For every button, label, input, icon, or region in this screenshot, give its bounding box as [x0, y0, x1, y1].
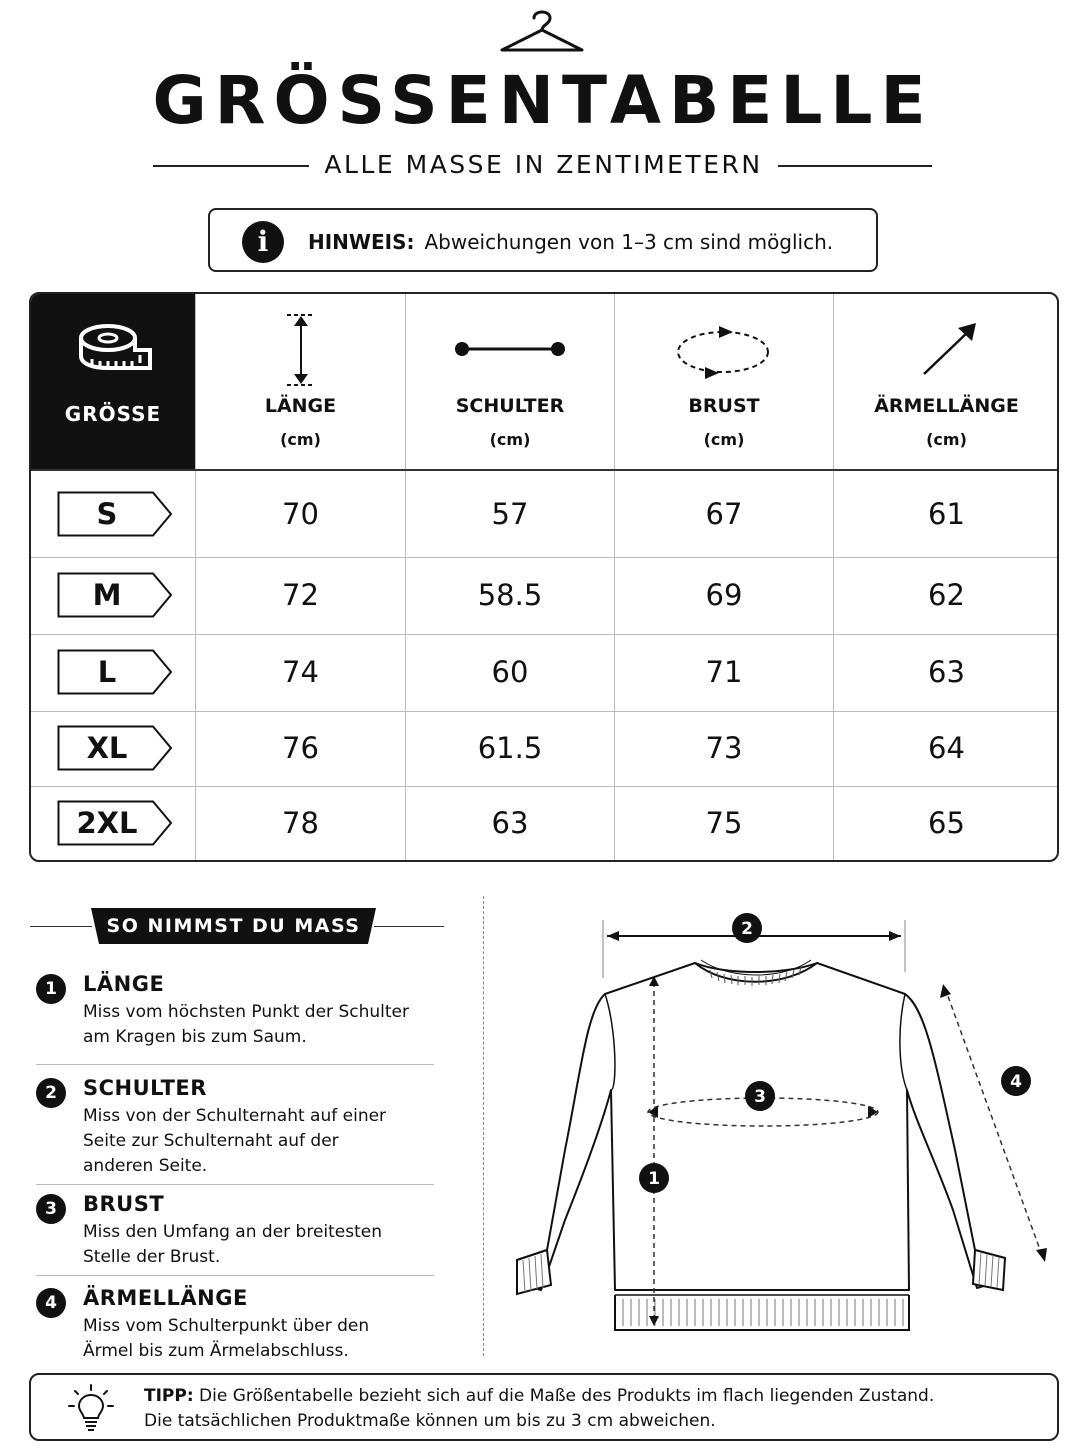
- size-label: M: [92, 578, 122, 612]
- step-divider: [36, 1275, 434, 1276]
- size-column-header: GRÖSSE: [64, 402, 162, 426]
- column-name: ÄRMELLÄNGE: [874, 395, 1019, 417]
- note-text: [308, 227, 833, 257]
- column-header-chest: [615, 294, 833, 469]
- shoulder-line-icon: [452, 338, 568, 360]
- note-message: Abweichungen von 1–3 cm sind möglich.: [424, 230, 834, 254]
- table-cell: 67: [705, 497, 743, 531]
- size-tag-m: [57, 572, 173, 618]
- page-title: GRÖSSENTABELLE: [152, 62, 934, 139]
- table-cell: 60: [491, 655, 529, 689]
- divider: [153, 165, 309, 167]
- lightbulb-icon: [67, 1383, 115, 1433]
- sweatshirt-diagram: [495, 890, 1075, 1360]
- step-title: ÄRMELLÄNGE: [83, 1286, 248, 1310]
- table-cell: 61.5: [477, 731, 543, 765]
- marker-3: 3: [754, 1087, 766, 1107]
- page-subtitle: ALLE MASSE IN ZENTIMETERN: [324, 150, 763, 179]
- size-label: L: [97, 655, 117, 689]
- marker-4: 4: [1010, 1072, 1022, 1092]
- chest-circle-icon: [673, 324, 773, 382]
- step-line: anderen Seite.: [83, 1156, 208, 1176]
- size-tag-s: [57, 491, 173, 537]
- howto-title: SO NIMMST DU MASS: [106, 915, 361, 937]
- step-divider: [36, 1064, 434, 1065]
- hanger-icon: [497, 4, 587, 56]
- step-number: 3: [36, 1194, 66, 1224]
- step-description: [83, 1220, 433, 1270]
- column-header-sleeve: [834, 294, 1059, 469]
- step-description: [83, 1000, 433, 1050]
- size-label: XL: [86, 731, 128, 765]
- tip-label: TIPP:: [144, 1386, 194, 1406]
- table-cell: 75: [705, 806, 743, 840]
- section-divider: [483, 896, 484, 1356]
- table-cell: 58.5: [477, 578, 543, 612]
- note-box: [208, 208, 878, 272]
- column-header-length: [196, 294, 405, 469]
- column-header-shoulder: [406, 294, 614, 469]
- table-cell: 78: [282, 806, 319, 840]
- table-corner: [31, 294, 195, 469]
- column-unit: (cm): [926, 430, 967, 449]
- marker-2: 2: [741, 919, 753, 939]
- table-cell: 65: [928, 806, 965, 840]
- marker-1: 1: [648, 1169, 660, 1189]
- row-divider: [31, 557, 1057, 558]
- step-description: [83, 1104, 433, 1179]
- info-icon: i: [242, 221, 284, 263]
- column-unit: (cm): [489, 430, 531, 449]
- table-cell: 73: [705, 731, 743, 765]
- row-divider: [31, 711, 1057, 712]
- measuring-tape-icon: [78, 322, 154, 384]
- step-line: Miss vom höchsten Punkt der Schulter: [83, 1002, 409, 1022]
- divider: [30, 926, 92, 927]
- column-unit: (cm): [703, 430, 745, 449]
- step-title: BRUST: [83, 1192, 165, 1216]
- step-line: Ärmel bis zum Ärmelabschluss.: [83, 1341, 349, 1361]
- size-tag-2xl: [57, 800, 173, 846]
- sleeve-arrow-icon: [918, 320, 980, 380]
- step-line: Stelle der Brust.: [83, 1247, 221, 1267]
- row-divider: [31, 786, 1057, 787]
- column-unit: (cm): [280, 430, 321, 449]
- howto-banner: [91, 908, 376, 944]
- divider: [374, 926, 444, 927]
- column-name: SCHULTER: [455, 395, 565, 417]
- tip-text-1: Die Größentabelle bezieht sich auf die Maße des Produkts im flach liegenden Zustand.: [199, 1386, 935, 1406]
- note-label: HINWEIS:: [308, 230, 415, 254]
- subtitle-row: [0, 148, 1086, 182]
- step-line: am Kragen bis zum Saum.: [83, 1027, 307, 1047]
- table-cell: 63: [491, 806, 529, 840]
- column-name: BRUST: [688, 395, 760, 417]
- step-line: Miss von der Schulternaht auf einer: [83, 1106, 387, 1126]
- column-name: LÄNGE: [264, 395, 337, 417]
- step-number: 2: [36, 1078, 66, 1108]
- size-label: 2XL: [76, 806, 138, 840]
- divider: [778, 165, 932, 167]
- tip-line-1: [144, 1384, 934, 1408]
- step-description: [83, 1314, 433, 1364]
- table-cell: 72: [282, 578, 319, 612]
- table-cell: 63: [928, 655, 965, 689]
- table-cell: 57: [491, 497, 529, 531]
- table-cell: 76: [282, 731, 319, 765]
- step-divider: [36, 1184, 434, 1185]
- step-title: SCHULTER: [83, 1076, 207, 1100]
- step-line: Miss den Umfang an der breitesten: [83, 1222, 383, 1242]
- step-number: 4: [36, 1288, 66, 1318]
- table-cell: 71: [705, 655, 743, 689]
- table-cell: 62: [928, 578, 965, 612]
- row-divider: [31, 634, 1057, 635]
- size-tag-l: [57, 649, 173, 695]
- step-number: 1: [36, 974, 66, 1004]
- step-line: Seite zur Schulternaht auf der: [83, 1131, 339, 1151]
- length-arrow-icon: [284, 312, 318, 388]
- tip-box: [29, 1373, 1059, 1441]
- step-title: LÄNGE: [83, 972, 165, 996]
- table-cell: 64: [928, 731, 965, 765]
- table-cell: 70: [282, 497, 319, 531]
- table-cell: 69: [705, 578, 743, 612]
- step-line: Miss vom Schulterpunkt über den: [83, 1316, 370, 1336]
- size-table: [29, 292, 1059, 862]
- tip-line-2: Die tatsächlichen Produktmaße können um bis zu 3 cm abweichen.: [144, 1411, 716, 1431]
- table-cell: 74: [282, 655, 319, 689]
- table-cell: 61: [928, 497, 965, 531]
- size-tag-xl: [57, 725, 173, 771]
- header-divider: [31, 469, 1057, 471]
- size-label: S: [96, 497, 118, 531]
